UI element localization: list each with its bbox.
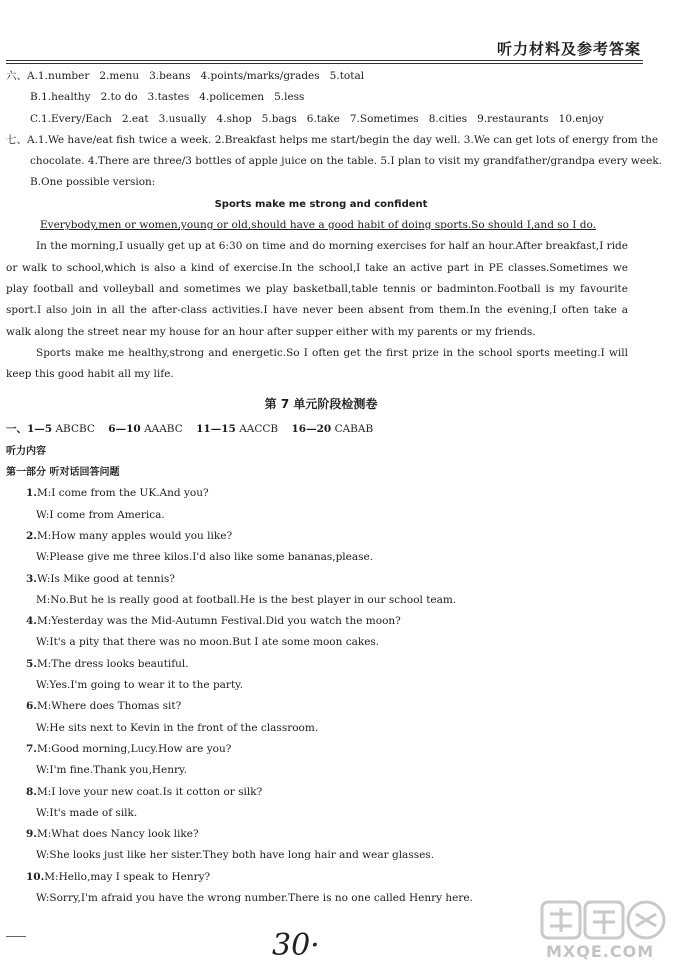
section7-b-label: B.One possible version: — [30, 176, 156, 189]
page-number: 30· — [272, 928, 320, 963]
section6-c: C.1.Every/Each 2.eat 3.usually 4.shop 5.bags 6.take 7.Sometimes 8.cities 9.restaurants 10.enjoy — [30, 112, 604, 125]
answer-key: 一、1—5 ABCBC 6—10 AAABC 11—15 AACCB 16—20 CABAB — [6, 423, 374, 436]
header-title: 听力材料及参考答案 — [496, 40, 641, 58]
section7-a-line1: 七、A.1.We have/eat fish twice a week. 2.Breakfast helps me start/begin the day well. 3.We can get lots of energy from the — [6, 133, 659, 146]
footer-rule — [6, 936, 26, 937]
essay-paragraph-2: In the morning,I usually get up at 6:30 on time and do morning exercises for half an hour.After breakfast,I ride or walk to school,which is also a kind of exercise.In the school,I take an active part in PE classes.Sometimes we play football and volleyball and sometimes we play basketball,table tennis or badminton.Football is my favourite sport.I also join in all the after-class activities.I have never been absent from them.In the evening,I often take a walk along the street near my house for an hour after supper either with my parents or my friends. — [6, 240, 628, 338]
dialogue-item: 9.M:What does Nancy look like? W:She looks just like her sister.They both have long hair and wear glasses. — [26, 828, 435, 862]
section6-a: 六、A.1.number 2.menu 3.beans 4.points/marks/grades 5.total — [6, 70, 365, 82]
dialogue-item: 10.M:Hello,may I speak to Henry? W:Sorry,I'm afraid you have the wrong number.There is no one called Henry here. — [26, 870, 473, 904]
dialogue-item: 6.M:Where does Thomas sit? W:He sits next to Kevin in the front of the classroom. — [26, 700, 319, 734]
watermark-logo-icon — [540, 898, 668, 942]
listening-label: 听力内容 — [6, 445, 46, 457]
dialogue-list — [6, 483, 636, 909]
essay-title: Sports make me strong and confident — [214, 198, 428, 210]
header-rule-thin — [6, 63, 643, 64]
watermark — [540, 898, 670, 968]
section7-a-line2: chocolate. 4.There are three/3 bottles of apple juice on the table. 5.I plan to visit my grandfather/grandpa every week. — [30, 155, 663, 168]
dialogue-item: 8.M:I love your new coat.Is it cotton or silk? W:It's made of silk. — [26, 785, 263, 819]
dialogue-item: 3.W:Is Mike good at tennis? M:No.But he is really good at football.He is the best player in our school team. — [26, 572, 457, 606]
dialogue-item: 7.M:Good morning,Lucy.How are you? W:I'm fine.Thank you,Henry. — [26, 742, 232, 777]
section6-b: B.1.healthy 2.to do 3.tastes 4.policemen 5.less — [30, 91, 305, 104]
dialogue-item: 4.M:Yesterday was the Mid-Autumn Festival.Did you watch the moon? W:It's a pity that there was no moon.But I ate some moon cakes. — [26, 615, 401, 649]
watermark-text: MXQE.COM — [546, 942, 655, 961]
dialogue-item: 1.M:I come from the UK.And you? W:I come from America. — [26, 487, 209, 521]
unit-title: 第 7 单元阶段检测卷 — [264, 397, 378, 412]
page-content — [6, 66, 663, 909]
part1-heading: 第一部分 听对话回答问题 — [6, 467, 120, 479]
dialogue-item: 5.M:The dress looks beautiful. W:Yes.I'm going to wear it to the party. — [26, 657, 244, 692]
essay-paragraph-3: Sports make me healthy,strong and energetic.So I often get the first prize in the school sports meeting.I will keep this good habit all my life. — [6, 346, 628, 381]
header-rule — [6, 60, 643, 61]
dialogue-item: 2.M:How many apples would you like? W:Please give me three kilos.I'd also like some bananas,please. — [26, 529, 374, 564]
essay-paragraph-1: Everybody,men or women,young or old,should have a good habit of doing sports.So should I,and so I do. — [40, 219, 596, 232]
